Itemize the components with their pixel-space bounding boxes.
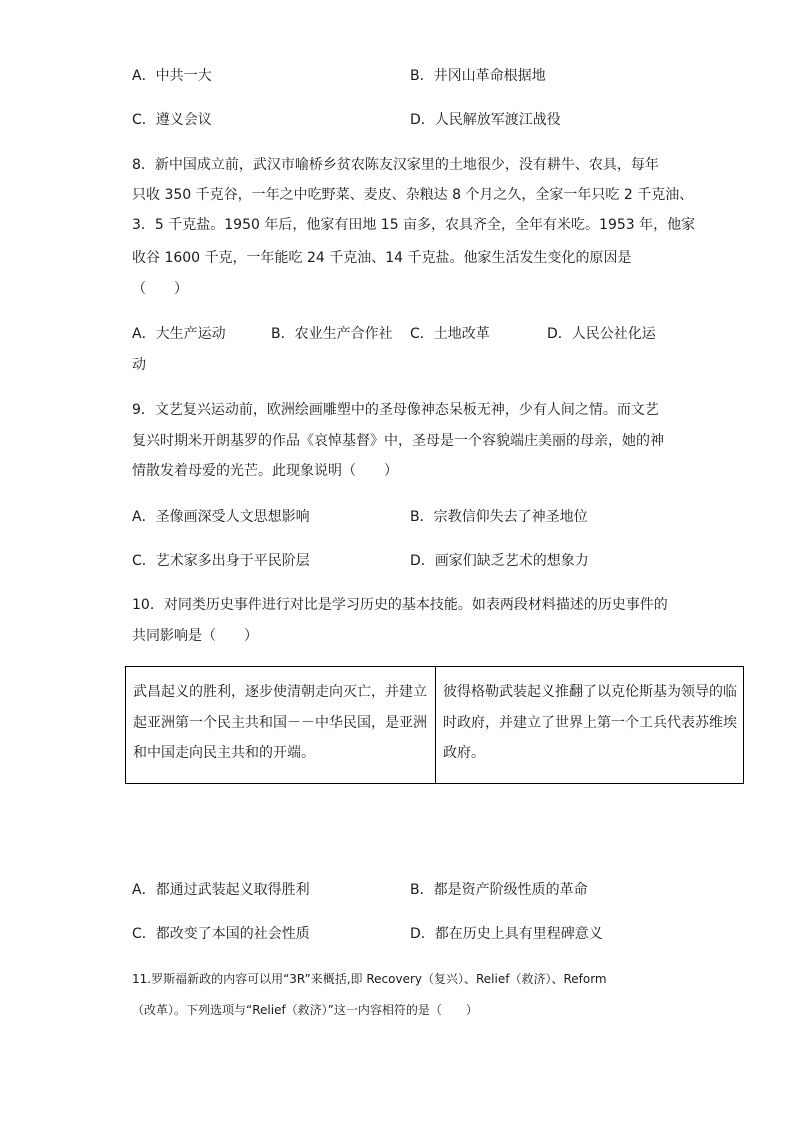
q7-option-b: B．井冈山革命根据地 [410,68,546,84]
q8-option-a: A．大生产运动 [132,326,226,342]
table-cell-wuchang-uprising: 武昌起义的胜利，逐步使清朝走向灭亡，并建立起亚洲第一个民主共和国－－中华民国，是亚洲和中国走向民主共和的开端。 [126,667,436,784]
q8-option-d: D．人民公社化运 [547,326,656,342]
q9-stem-line: 复兴时期米开朗基罗的作品《哀悼基督》中，圣母是一个容貌端庄美丽的母亲，她的神 [132,433,664,449]
q9-option-a: A．圣像画深受人文思想影响 [132,509,310,525]
table-cell-petrograd-uprising: 彼得格勒武装起义推翻了以克伦斯基为领导的临时政府，并建立了世界上第一个工兵代表苏维埃政府。 [436,667,744,784]
q9-stem-line: 情散发着母爱的光芒。此现象说明（ ） [132,463,398,479]
q8-option-c: C．土地改革 [410,326,490,342]
q8-stem-line: 收谷 1600 千克，一年能吃 24 千克油、14 千克盐。他家生活发生变化的原因是 [132,250,632,266]
q11-stem-line: （改革）。下列选项与“Relief（救济）”这一内容相符的是（ ） [132,1003,478,1017]
q8-stem-line: 只收 350 千克谷，一年之中吃野菜、麦皮、杂粮达 8 个月之久，全家一年只吃 2 千克油、 [132,187,694,203]
q8-stem-line: 3．5 千克盐。1950 年后，他家有田地 15 亩多，农具齐全，全年有米吃。1953 年，他家 [132,217,696,233]
q11-stem-line: 11.罗斯福新政的内容可以用“3R”来概括,即 Recovery（复兴）、Relief（救济）、Reform [132,972,607,986]
q9-option-b: B．宗教信仰失去了神圣地位 [410,509,588,525]
q10-option-a: A．都通过武装起义取得胜利 [132,882,310,898]
q8-stem-line: 8．新中国成立前，武汉市喻桥乡贫农陈友汉家里的土地很少，没有耕牛、农具，每年 [132,157,659,173]
q10-option-d: D．都在历史上具有里程碑意义 [410,926,603,942]
q8-option-b: B．农业生产合作社 [271,326,393,342]
q8-option-d-wrap: 动 [132,357,146,373]
q7-option-c: C．遵义会议 [132,112,212,128]
q10-comparison-table [125,666,744,784]
q9-stem-line: 9．文艺复兴运动前，欧洲绘画雕塑中的圣母像神态呆板无神，少有人间之情。而文艺 [132,402,659,418]
q8-answer-bracket: （ ） [132,281,188,297]
q9-option-d: D．画家们缺乏艺术的想象力 [410,553,589,569]
q10-stem-line: 10．对同类历史事件进行对比是学习历史的基本技能。如表两段材料描述的历史事件的 [132,597,668,613]
table-row [126,667,744,784]
q7-option-a: A．中共一大 [132,68,212,84]
q10-option-b: B．都是资产阶级性质的革命 [410,882,588,898]
q7-option-d: D．人民解放军渡江战役 [410,112,561,128]
q9-option-c: C．艺术家多出身于平民阶层 [132,553,310,569]
q10-stem-line: 共同影响是（ ） [132,628,258,644]
q10-option-c: C．都改变了本国的社会性质 [132,926,310,942]
